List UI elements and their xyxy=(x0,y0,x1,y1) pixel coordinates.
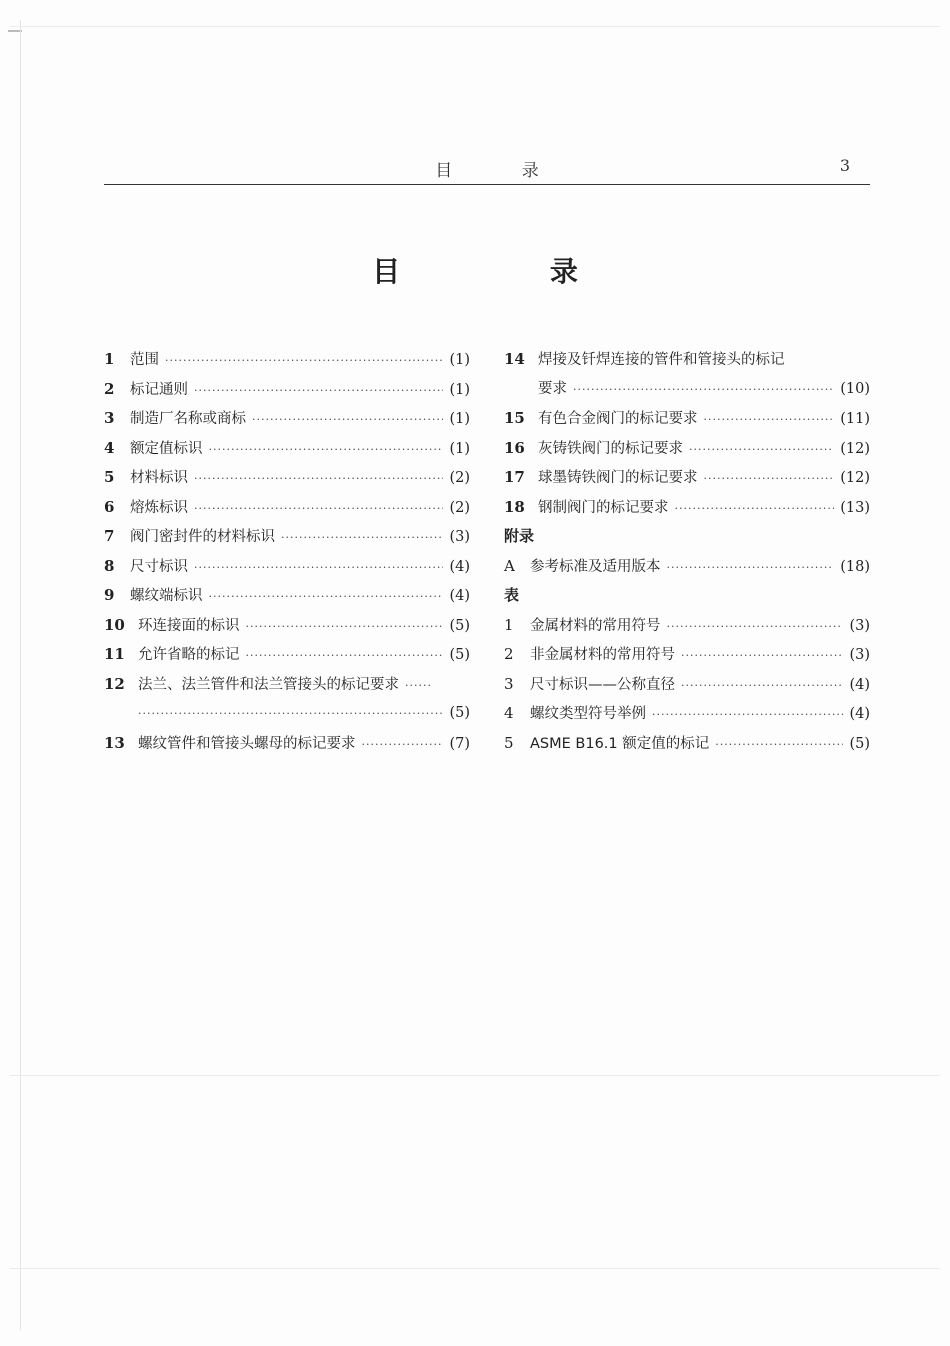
leader-dots xyxy=(573,375,834,405)
toc-entry[interactable] xyxy=(104,434,470,464)
entry-number: 4 xyxy=(104,438,115,457)
toc-entry[interactable] xyxy=(104,345,470,375)
entry-title: 灰铸铁阀门的标记要求 xyxy=(538,440,683,457)
scan-fold-line-lower xyxy=(10,1268,940,1269)
leader-dots xyxy=(704,405,835,435)
leader-dots xyxy=(681,641,843,671)
entry-title: ASME B16.1 额定值的标记 xyxy=(530,735,710,752)
toc-entry[interactable] xyxy=(104,404,470,434)
entry-title: 有色合金阀门的标记要求 xyxy=(538,411,698,427)
entry-title-continuation: 要求 xyxy=(538,380,567,397)
toc-entry[interactable] xyxy=(104,581,470,611)
leader-dots xyxy=(362,730,444,760)
entry-number: 3 xyxy=(504,674,514,693)
toc-entry[interactable] xyxy=(504,670,870,700)
toc-entry-continuation[interactable] xyxy=(504,375,870,405)
entry-number: 13 xyxy=(104,733,125,752)
entry-page: (13) xyxy=(840,499,870,516)
leader-dots xyxy=(689,435,834,465)
entry-number: 2 xyxy=(104,379,115,398)
toc-entry[interactable] xyxy=(104,670,470,700)
entry-number: 9 xyxy=(104,586,115,604)
entry-title: 球墨铸铁阀门的标记要求 xyxy=(538,470,698,486)
entry-title: 允许省略的标记 xyxy=(138,647,240,663)
entry-number: 2 xyxy=(504,645,514,663)
entry-number: A xyxy=(504,556,515,575)
leader-dots xyxy=(194,376,443,406)
entry-title: 环连接面的标识 xyxy=(138,617,240,634)
entry-number: 1 xyxy=(104,350,115,368)
entry-page: (4) xyxy=(849,706,870,722)
entry-number: 8 xyxy=(104,556,115,575)
toc-entry[interactable] xyxy=(104,493,470,523)
entry-title: 范围 xyxy=(130,352,159,368)
leader-dots xyxy=(194,553,443,583)
running-head xyxy=(104,152,870,185)
entry-number: 5 xyxy=(104,468,115,486)
entry-page: (3) xyxy=(849,617,870,634)
entry-number: 3 xyxy=(104,409,115,427)
leader-dots xyxy=(209,435,444,465)
toc-entry[interactable] xyxy=(504,404,870,434)
entry-title: 额定值标识 xyxy=(130,440,203,457)
entry-page: (1) xyxy=(449,352,470,368)
toc-right-column xyxy=(504,345,870,758)
entry-number: 17 xyxy=(504,468,525,486)
entry-title: 尺寸标识 xyxy=(130,558,188,575)
entry-title: 焊接及钎焊连接的管件和管接头的标记 xyxy=(538,352,785,368)
toc-entry[interactable] xyxy=(104,611,470,641)
entry-title: 钢制阀门的标记要求 xyxy=(538,499,669,516)
entry-page: (5) xyxy=(449,647,470,663)
leader-dots xyxy=(715,730,843,760)
entry-page: (12) xyxy=(840,470,870,486)
entry-title: 螺纹管件和管接头螺母的标记要求 xyxy=(138,735,356,752)
entry-page: (2) xyxy=(449,470,470,486)
entry-page: (1) xyxy=(449,381,470,398)
leader-dots xyxy=(281,523,443,553)
entry-number: 12 xyxy=(104,674,125,693)
entry-title: 金属材料的常用符号 xyxy=(530,617,661,634)
toc-entry[interactable] xyxy=(104,552,470,582)
appendix-heading: 附录 xyxy=(504,527,535,545)
entry-title: 螺纹端标识 xyxy=(130,588,203,604)
leader-dots xyxy=(704,464,835,494)
leader-dots xyxy=(667,553,835,583)
entry-number: 4 xyxy=(504,704,514,722)
toc-entry[interactable] xyxy=(504,611,870,641)
scan-fold-line xyxy=(10,1075,940,1076)
leader-dots xyxy=(138,699,443,729)
entry-title: 螺纹类型符号举例 xyxy=(530,706,646,722)
entry-page: (5) xyxy=(449,705,470,721)
leader-dots xyxy=(165,346,443,376)
entry-number: 11 xyxy=(104,645,125,663)
toc-entry[interactable] xyxy=(504,552,870,582)
leader-dots xyxy=(681,671,843,701)
entry-page: (18) xyxy=(840,558,870,575)
running-head-title: 目 录 xyxy=(435,161,571,181)
toc-entry[interactable] xyxy=(504,345,870,375)
leader-dots xyxy=(209,582,444,612)
entry-number: 6 xyxy=(104,497,115,516)
entry-number: 5 xyxy=(504,733,514,752)
entry-page: (7) xyxy=(449,735,470,752)
entry-title: 参考标准及适用版本 xyxy=(530,558,661,575)
entry-page: (4) xyxy=(849,676,870,693)
entry-page: (11) xyxy=(840,411,870,427)
leader-dots xyxy=(667,612,844,642)
entry-page: (2) xyxy=(449,499,470,516)
toc-entry[interactable] xyxy=(104,522,470,552)
leader-dots xyxy=(675,494,835,524)
page-title: 目 录 xyxy=(372,255,648,288)
entry-page: (12) xyxy=(840,440,870,457)
entry-title: 材料标识 xyxy=(130,470,188,486)
entry-page: (5) xyxy=(449,617,470,634)
entry-number: 15 xyxy=(504,409,525,427)
page-number: 3 xyxy=(839,156,850,175)
leader-dots xyxy=(246,641,444,671)
leader-dots xyxy=(246,612,444,642)
leader-dots xyxy=(405,671,433,701)
toc-entry-continuation[interactable] xyxy=(104,699,470,729)
toc-entry[interactable] xyxy=(504,463,870,493)
toc-entry[interactable] xyxy=(504,699,870,729)
entry-page: (1) xyxy=(449,440,470,457)
entry-title: 非金属材料的常用符号 xyxy=(530,647,675,663)
toc-entry[interactable] xyxy=(504,434,870,464)
leader-dots xyxy=(652,700,843,730)
entry-page: (3) xyxy=(849,647,870,663)
toc-entry[interactable] xyxy=(104,375,470,405)
toc-entry[interactable] xyxy=(504,640,870,670)
entry-page: (10) xyxy=(840,380,870,397)
entry-title: 标记通则 xyxy=(130,381,188,398)
toc-entry[interactable] xyxy=(104,640,470,670)
entry-number: 18 xyxy=(504,497,525,516)
entry-page: (1) xyxy=(449,411,470,427)
entry-title: 阀门密封件的材料标识 xyxy=(130,529,275,545)
scan-edge-line-top xyxy=(10,26,940,27)
tables-heading: 表 xyxy=(504,586,520,604)
entry-page: (4) xyxy=(449,558,470,575)
entry-title: 熔炼标识 xyxy=(130,499,188,516)
entry-page: (5) xyxy=(849,735,870,752)
entry-title: 尺寸标识——公称直径 xyxy=(530,676,675,693)
entry-number: 7 xyxy=(104,527,115,545)
toc-left-column xyxy=(104,345,470,758)
leader-dots xyxy=(194,464,443,494)
entry-number: 14 xyxy=(504,350,525,368)
entry-page: (4) xyxy=(449,588,470,604)
toc-entry[interactable] xyxy=(504,729,870,759)
entry-number: 10 xyxy=(104,615,125,634)
scan-edge-line xyxy=(20,20,21,1330)
entry-title: 法兰、法兰管件和法兰管接头的标记要求 xyxy=(138,676,399,693)
leader-dots xyxy=(194,494,443,524)
entry-number: 16 xyxy=(504,438,525,457)
toc-entry[interactable] xyxy=(104,463,470,493)
toc-entry[interactable] xyxy=(504,493,870,523)
leader-dots xyxy=(252,405,443,435)
entry-number: 1 xyxy=(504,615,514,634)
entry-page: (3) xyxy=(449,529,470,545)
entry-title: 制造厂名称或商标 xyxy=(130,411,246,427)
toc-entry[interactable] xyxy=(104,729,470,759)
